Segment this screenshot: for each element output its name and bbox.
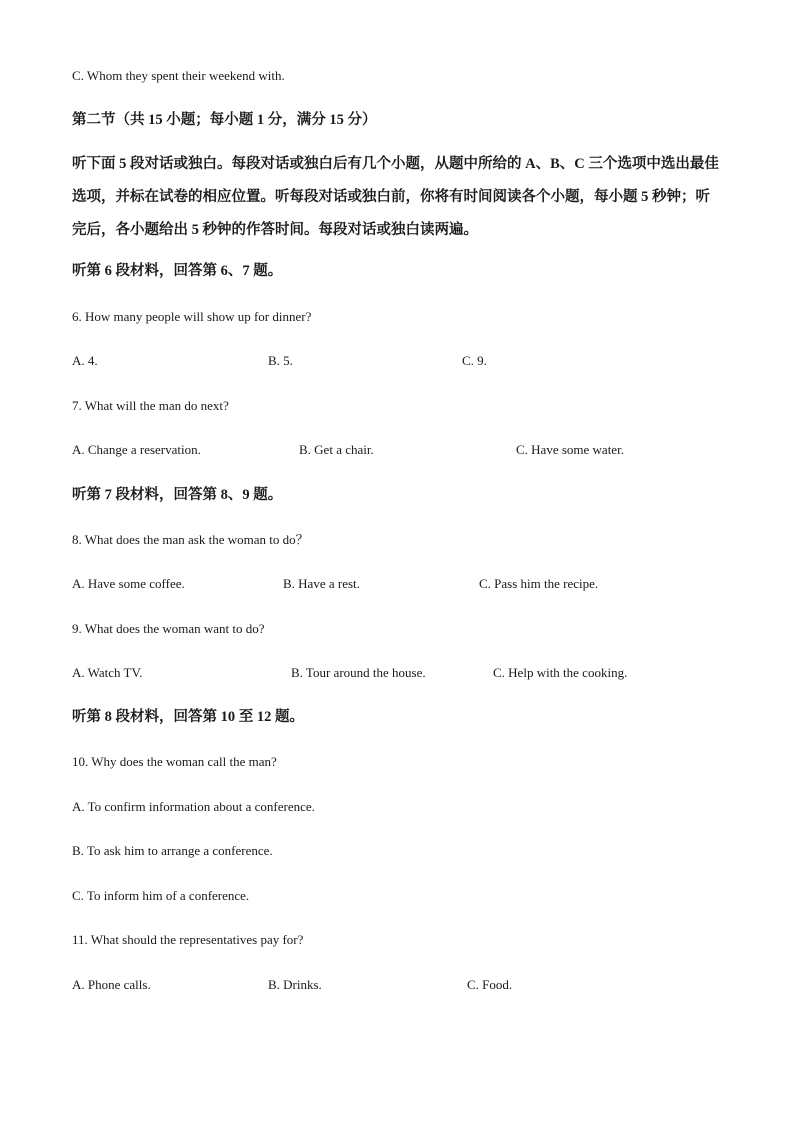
previous-option-c: C. Whom they spent their weekend with. bbox=[72, 68, 285, 83]
group-heading-10-12: 听第 8 段材料，回答第 10 至 12 题。 bbox=[72, 709, 304, 725]
question-9: 9. What does the woman want to do? bbox=[72, 621, 265, 636]
question-7-option-a: A. Change a reservation. bbox=[72, 442, 201, 457]
question-11-option-b: B. Drinks. bbox=[268, 977, 322, 992]
question-10-option-b: B. To ask him to arrange a conference. bbox=[72, 843, 273, 858]
section-title: 第二节（共 15 小题；每小题 1 分，满分 15 分） bbox=[72, 112, 377, 128]
question-11: 11. What should the representatives pay for? bbox=[72, 932, 304, 947]
question-7-option-b: B. Get a chair. bbox=[299, 442, 374, 457]
question-6-option-c: C. 9. bbox=[462, 353, 487, 368]
group-heading-8-9: 听第 7 段材料，回答第 8、9 题。 bbox=[72, 487, 283, 503]
question-8-option-a: A. Have some coffee. bbox=[72, 576, 185, 591]
section-instructions: 听下面 5 段对话或独白。每段对话或独白后有几个小题，从题中所给的 A、B、C 三个选项中选出最佳选项，并标在试卷的相应位置。听每段对话或独白前，你将有时间阅读各个小题，每小题 5 秒钟；听完后，各小题给出 5 秒钟的作答时间。每段对话或独白读两遍。 bbox=[72, 156, 719, 238]
question-9-option-c: C. Help with the cooking. bbox=[493, 665, 628, 680]
question-11-option-a: A. Phone calls. bbox=[72, 977, 151, 992]
question-10-option-c: C. To inform him of a conference. bbox=[72, 888, 250, 903]
question-8-option-c: C. Pass him the recipe. bbox=[479, 576, 599, 591]
question-8-option-b: B. Have a rest. bbox=[283, 576, 360, 591]
question-9-option-a: A. Watch TV. bbox=[72, 665, 143, 680]
question-6-option-a: A. 4. bbox=[72, 353, 98, 368]
question-6-option-b: B. 5. bbox=[268, 353, 293, 368]
question-7-option-c: C. Have some water. bbox=[516, 442, 624, 457]
question-7: 7. What will the man do next? bbox=[72, 398, 229, 413]
question-11-option-c: C. Food. bbox=[467, 977, 513, 992]
group-heading-6-7: 听第 6 段材料，回答第 6、7 题。 bbox=[72, 263, 283, 279]
question-8: 8. What does the man ask the woman to do？ bbox=[72, 532, 309, 547]
question-10-option-a: A. To confirm information about a conference. bbox=[72, 799, 315, 814]
question-6: 6. How many people will show up for dinner? bbox=[72, 309, 312, 324]
question-9-option-b: B. Tour around the house. bbox=[291, 665, 426, 680]
question-10: 10. Why does the woman call the man? bbox=[72, 754, 277, 769]
